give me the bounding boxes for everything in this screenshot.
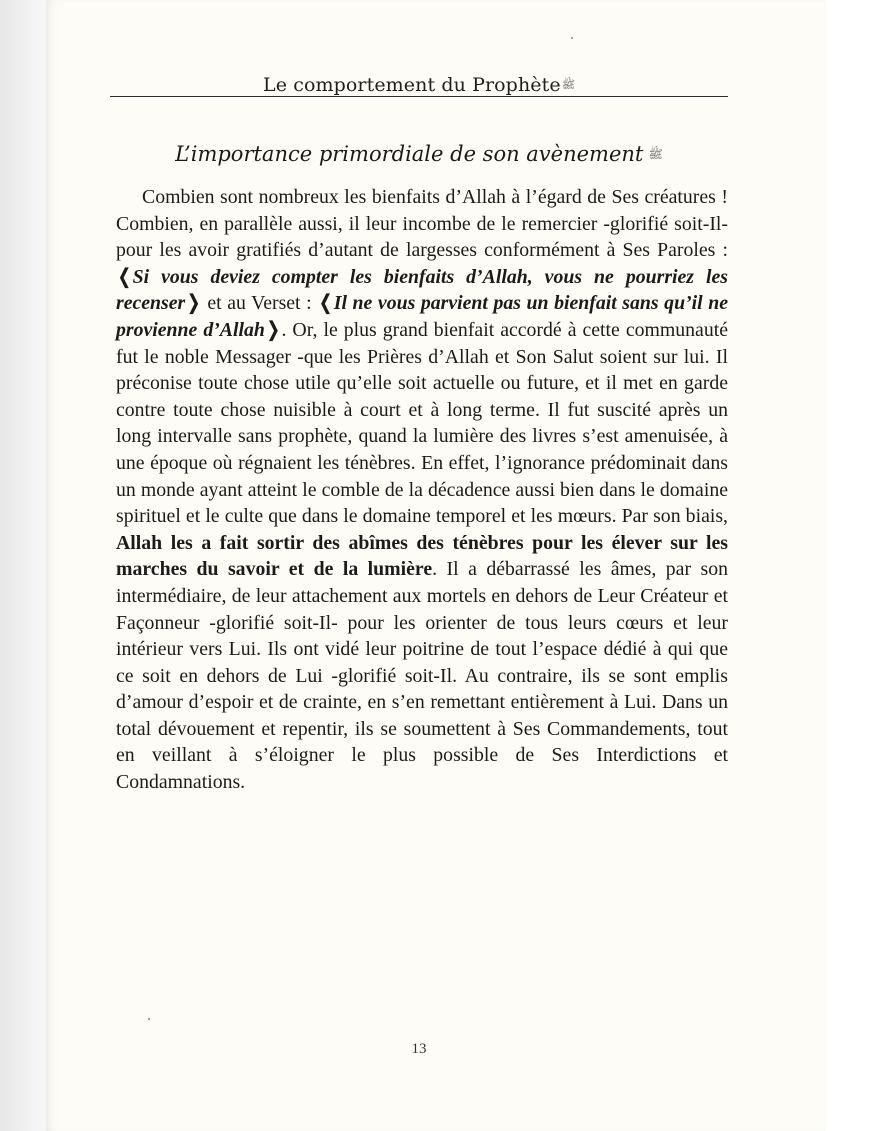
header-rule bbox=[110, 96, 728, 97]
paper-speck bbox=[148, 1018, 150, 1020]
section-title-text: L’importance primordiale de son avènement bbox=[175, 142, 644, 166]
quran-quote: Il ne vous parvient pas un bienfait sans qu’il ne provienne d’Allah bbox=[116, 292, 729, 341]
honorific-mark-icon: ﷺ bbox=[648, 147, 663, 161]
quote-close-bracket: ❭ bbox=[264, 318, 282, 341]
quote-close-bracket: ❭ bbox=[185, 292, 202, 315]
quran-quote: Si vous deviez compter les bienfaits d’Allah, vous ne pourriez les recenser bbox=[116, 265, 728, 315]
running-header-title: Le comportement du Prophète bbox=[263, 74, 561, 96]
paragraph-text: . Or, le plus grand bienfait accordé à cette communauté fut le noble Messager -que les Prières d’Allah et Son Salut soient sur lui. Il préconise toute chose utile qu’elle soit actuelle ou future, et il met en garde contre toute chose nuisible à court et à long terme. Il fut suscité après un long intervalle sans prophète, quand la lumière des livres s’est amenuisée, à une époque où régnaient les ténèbres. En effet, l’ignorance prédominait dans un monde ayant atteint le comble de la décadence aussi bien dans le domaine spirituel et le culte que dans le domaine temporel et les mœurs. Par son biais, bbox=[116, 318, 728, 528]
quote-open-bracket: ❬ bbox=[317, 292, 334, 315]
paragraph-text: . Il a débarrassé les âmes, par son intermédiaire, de leur attachement aux mortels en dehors de Leur Créateur et Façonneur -glorifié soit-Il- pour les orienter de tous leurs cœurs et leur intérieur vers Lui. Ils ont vidé leur poitrine de tout l’espace dédié à qui que ce soit en dehors de Lui -glorifié soit-Il. Au contraire, ils se sont emplis d’amour d’espoir et de crainte, en s’en remettant entièrement à Lui. Dans un total dévouement et repentir, ils se soumettent à Ses Commandements, tout en veillant à s’éloigner le plus possible de Ses Interdictions et Condamnations. bbox=[116, 558, 728, 794]
paragraph-text: et au Verset : bbox=[201, 292, 318, 315]
honorific-mark-icon: ﷺ bbox=[561, 78, 575, 91]
emphasized-text: Allah les a fait sortir des abîmes des ténèbres pour les élever sur les marches du savoir et de la lumière bbox=[116, 531, 728, 581]
section-title bbox=[110, 142, 728, 166]
paper-speck bbox=[571, 37, 573, 39]
page-number: 13 bbox=[411, 1041, 427, 1057]
body-paragraph bbox=[116, 184, 728, 796]
paragraph-text: Combien sont nombreux les bienfaits d’Allah à l’égard de Ses créatures ! Combien, en parallèle aussi, il leur incombe de le remercier -glorifié soit-Il- pour les avoir gratifiés d’autant de largesses conformément à Ses Paroles : bbox=[116, 186, 728, 262]
quote-open-bracket: ❬ bbox=[116, 265, 133, 288]
